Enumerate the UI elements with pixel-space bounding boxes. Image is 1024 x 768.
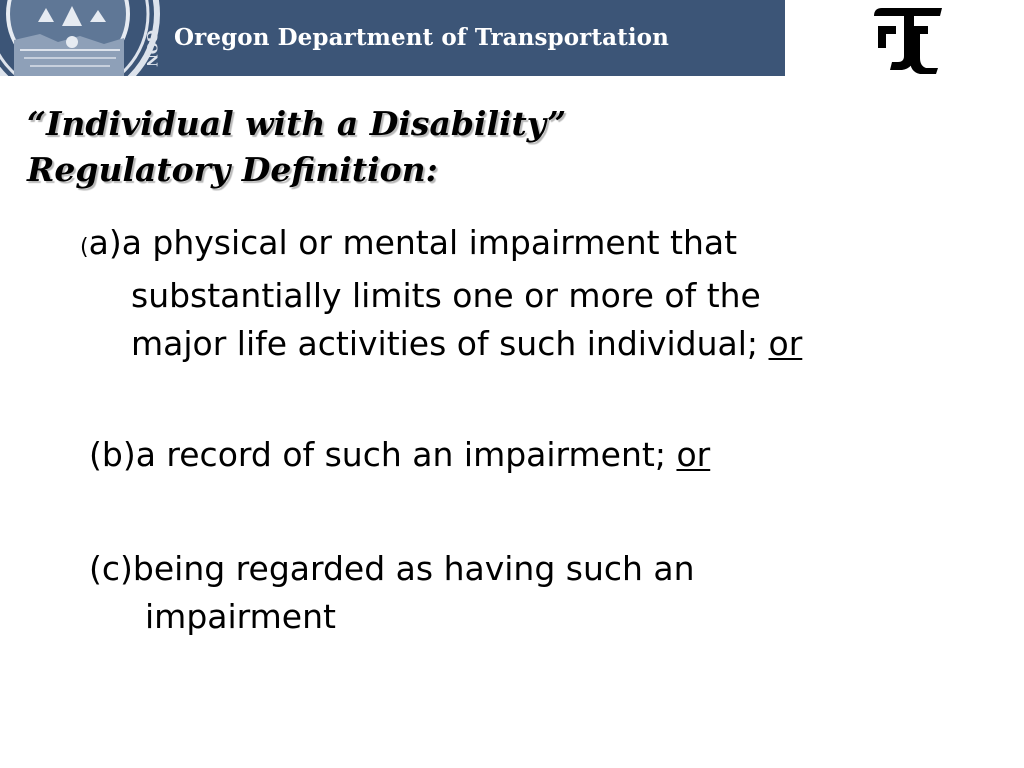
slide-heading — [27, 101, 566, 193]
oregon-state-seal-icon — [0, 0, 160, 76]
item-a-line-3 — [80, 320, 980, 368]
definition-item-b — [89, 431, 710, 479]
item-a-conjunction: or — [768, 324, 803, 363]
heading-line-2: Regulatory Definition: — [27, 150, 438, 189]
item-b-text: a record of such an impairment; — [135, 435, 677, 474]
header-banner — [0, 0, 785, 76]
item-c-label: (c) — [89, 549, 133, 588]
odot-logo-icon — [868, 2, 948, 74]
item-b-conjunction: or — [676, 435, 711, 474]
definition-item-a — [80, 219, 980, 368]
item-a-label: a) — [88, 223, 122, 262]
item-c-text-1: being regarded as having such an — [132, 549, 695, 588]
item-a-text-1: a physical or mental impairment that — [121, 223, 738, 262]
item-c-line-2: impairment — [145, 597, 336, 636]
item-a-line-1 — [80, 219, 980, 272]
item-b-label: (b) — [89, 435, 136, 474]
item-a-open-paren: ( — [80, 235, 89, 260]
item-a-line-2: substantially limits one or more of the — [131, 276, 761, 315]
banner-title: Oregon Department of Transportation — [174, 24, 669, 51]
item-c-line-1 — [89, 545, 989, 593]
definition-item-c — [89, 545, 989, 641]
item-a-text-3: major life activities of such individual; — [131, 324, 769, 363]
heading-line-1: “Individual with a Disability” — [27, 104, 567, 143]
seal-lettering: GON — [143, 30, 159, 67]
